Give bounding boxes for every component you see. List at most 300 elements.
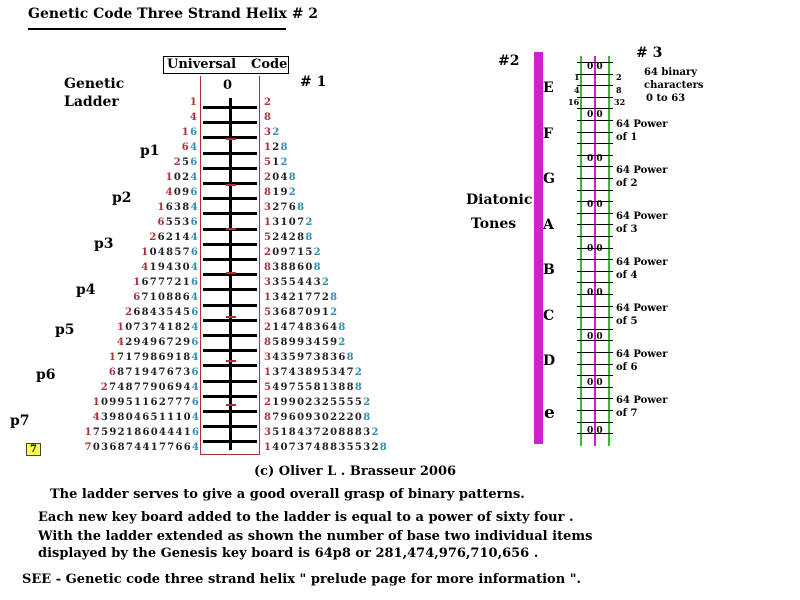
digit: 7	[157, 277, 167, 288]
digit: 3	[272, 262, 281, 273]
digit: 8	[174, 292, 183, 303]
digit: 2	[338, 412, 347, 423]
helix-rung	[577, 190, 613, 191]
left-number-row	[109, 352, 200, 363]
digit: 0	[125, 412, 135, 423]
digit: 3	[313, 397, 322, 408]
digit: 7	[305, 292, 314, 303]
digit: 6	[190, 157, 199, 168]
digit: 1	[264, 142, 273, 153]
digit: 3	[272, 292, 281, 303]
digit: 1	[280, 217, 289, 228]
helix-rung	[577, 306, 613, 307]
digit: 4	[183, 382, 192, 393]
ladder-zero: 0	[223, 78, 233, 93]
digit: 8	[321, 442, 331, 453]
power-label: 64 Power of 6	[616, 349, 668, 373]
digit: 3	[330, 367, 339, 378]
digit: 1	[167, 412, 176, 423]
digit: 4	[175, 427, 184, 438]
left-number-row	[166, 172, 199, 183]
power-label: 64 Power of 3	[616, 211, 668, 235]
digit: 5	[272, 427, 281, 438]
digit: 6	[190, 247, 200, 258]
digit: 5	[125, 397, 135, 408]
digit: 7	[150, 322, 159, 333]
digit: 7	[183, 397, 192, 408]
digit: 4	[280, 232, 289, 243]
digit: 6	[338, 352, 347, 363]
digit: 4	[313, 442, 322, 453]
digit: 1	[264, 217, 273, 228]
magenta-strand	[534, 52, 543, 444]
digit: 0	[125, 322, 134, 333]
binary-chars-label: 64 binary characters 0 to 63	[644, 67, 704, 104]
tone-letter: C	[543, 307, 555, 324]
bit-32: 32	[614, 97, 626, 107]
digit: 4	[191, 322, 200, 333]
marker-3: # 3	[636, 45, 663, 61]
digit: 7	[280, 367, 289, 378]
digit: 2	[174, 277, 183, 288]
digit: 5	[346, 442, 355, 453]
digit: 9	[305, 412, 314, 423]
digit: 1	[92, 397, 101, 408]
ladder-rung	[203, 425, 257, 428]
digit: 9	[297, 352, 306, 363]
digit: 8	[297, 232, 306, 243]
ladder-rung	[203, 380, 257, 383]
left-number-row	[93, 412, 200, 423]
digit: 5	[288, 352, 298, 363]
helix-rung	[577, 375, 613, 376]
right-number-row	[264, 427, 380, 438]
right-number-row	[264, 247, 322, 258]
universal-code-header	[163, 56, 289, 74]
digit: 6	[109, 442, 118, 453]
digit: 4	[158, 322, 167, 333]
digit: 2	[158, 397, 168, 408]
digit: 9	[297, 337, 306, 348]
page-title: Genetic Code Three Strand Helix # 2	[28, 6, 319, 22]
digit: 4	[191, 382, 200, 393]
digit: 7	[167, 442, 176, 453]
helix-rung	[577, 97, 613, 98]
digit: 8	[280, 142, 289, 153]
digit: 0	[173, 172, 183, 183]
double-zero: 0 0	[587, 200, 603, 210]
digit: 4	[158, 427, 168, 438]
genetic-label: Genetic	[64, 76, 125, 92]
digit: 0	[354, 412, 364, 423]
digit: 0	[330, 427, 339, 438]
helix-rung	[577, 74, 613, 75]
digit: 4	[280, 292, 289, 303]
digit: 1	[321, 382, 331, 393]
digit: 3	[272, 367, 281, 378]
digit: 5	[272, 337, 281, 348]
digit: 6	[190, 217, 199, 228]
digit: 5	[264, 232, 273, 243]
digit: 5	[288, 277, 298, 288]
digit: 4	[189, 112, 199, 123]
tone-letter: E	[543, 80, 554, 96]
ladder-rung	[203, 440, 257, 443]
digit: 4	[166, 262, 175, 273]
digit: 2	[305, 217, 314, 228]
digit: 7	[313, 427, 322, 438]
digit: 2	[149, 232, 158, 243]
digit: 0	[321, 412, 331, 423]
digit: 8	[288, 262, 298, 273]
digit: 8	[134, 427, 143, 438]
right-number-row	[264, 112, 272, 123]
digit: 4	[141, 262, 150, 273]
digit: 2	[272, 232, 281, 243]
digit: 4	[192, 442, 201, 453]
digit: 4	[134, 412, 143, 423]
digit: 6	[181, 142, 191, 153]
digit: 9	[288, 397, 298, 408]
digit: 8	[182, 202, 191, 213]
digit: 0	[305, 262, 314, 273]
digit: 4	[338, 367, 347, 378]
digit: 6	[157, 232, 166, 243]
digit: 2	[264, 397, 273, 408]
digit: 7	[133, 382, 143, 393]
marker-1: # 1	[300, 74, 327, 90]
ladder-rung	[203, 197, 257, 200]
helix-rung	[577, 364, 613, 365]
title-underline	[28, 28, 286, 30]
digit: 1	[149, 292, 158, 303]
digit: 2	[321, 427, 331, 438]
digit: 1	[108, 352, 118, 363]
digit: 6	[182, 292, 192, 303]
left-number-row	[190, 97, 198, 108]
digit: 2	[264, 247, 273, 258]
double-zero: 0 0	[587, 110, 603, 120]
digit: 2	[321, 277, 331, 288]
digit: 7	[182, 247, 191, 258]
digit: 9	[109, 412, 118, 423]
digit: 8	[305, 232, 314, 243]
helix-rung	[577, 213, 613, 214]
power-row-label: p4	[76, 282, 96, 298]
digit: 9	[141, 367, 151, 378]
digit: 7	[109, 382, 118, 393]
digit: 4	[190, 262, 200, 273]
digit: 3	[338, 442, 347, 453]
digit: 4	[280, 322, 289, 333]
right-number-row	[264, 412, 371, 423]
digit: 9	[288, 337, 298, 348]
digit: 2	[272, 202, 281, 213]
helix-rung	[577, 132, 613, 133]
digit: 4	[142, 442, 151, 453]
digit: 9	[133, 337, 142, 348]
digit: 4	[190, 202, 199, 213]
double-zero: 0 0	[587, 288, 603, 298]
digit: 2	[280, 157, 289, 168]
digit: 8	[330, 442, 339, 453]
right-number-row	[264, 142, 289, 153]
digit: 1	[272, 322, 281, 333]
digit: 8	[354, 427, 364, 438]
digit: 9	[109, 427, 118, 438]
double-zero: 0 0	[587, 426, 603, 436]
ladder-rung	[203, 212, 257, 215]
left-number-row	[174, 157, 199, 168]
digit: 4	[165, 187, 174, 198]
digit: 7	[288, 442, 298, 453]
digit: 9	[150, 337, 159, 348]
digit: 8	[183, 352, 192, 363]
digit: 8	[305, 367, 314, 378]
ladder-rung	[203, 334, 257, 337]
power-label: 64 Power of 7	[616, 395, 668, 419]
helix-rung	[577, 282, 613, 283]
digit: 5	[150, 412, 159, 423]
digit: 3	[141, 322, 151, 333]
digit: 0	[100, 397, 110, 408]
double-zero: 0 0	[587, 378, 603, 388]
left-number-row	[117, 337, 200, 348]
tones-label: Tones	[471, 216, 517, 232]
digit: 5	[264, 382, 273, 393]
digit: 2	[125, 337, 134, 348]
footer-line: displayed by the Genesis key board is 64p8 or 281,474,976,710,656 .	[38, 546, 539, 561]
digit: 7	[92, 427, 102, 438]
digit: 9	[117, 397, 126, 408]
left-number-row	[133, 292, 199, 303]
ladder-rung	[203, 167, 257, 170]
left-number-row	[125, 307, 199, 318]
digit: 3	[264, 277, 273, 288]
right-number-row	[264, 352, 355, 363]
digit: 7	[272, 412, 281, 423]
digit: 6	[133, 292, 142, 303]
ladder-rung	[203, 410, 257, 413]
left-number-row	[85, 427, 201, 438]
digit: 3	[100, 412, 110, 423]
digit: 8	[166, 292, 175, 303]
double-zero: 0 0	[587, 154, 603, 164]
digit: 2	[363, 397, 372, 408]
digit: 2	[264, 172, 273, 183]
digit: 2	[264, 322, 273, 333]
diatonic-label: Diatonic	[466, 192, 533, 208]
digit: 5	[166, 307, 175, 318]
right-number-row	[264, 97, 272, 108]
footer-line: Each new key board added to the ladder is equal to a power of sixty four .	[38, 510, 574, 525]
digit: 3	[280, 352, 289, 363]
left-number-row	[141, 247, 199, 258]
digit: 3	[264, 427, 273, 438]
digit: 0	[150, 427, 159, 438]
digit: 6	[150, 397, 159, 408]
digit: 1	[264, 442, 273, 453]
digit: 4	[150, 367, 159, 378]
left-number-row	[158, 217, 199, 228]
ladder-cross-mark	[226, 272, 236, 274]
copyright: (c) Oliver L . Brasseur 2006	[254, 464, 457, 479]
double-zero: 0 0	[587, 332, 603, 342]
digit: 1	[321, 307, 331, 318]
digit: 4	[167, 427, 176, 438]
power-label: 64 Power of 4	[616, 257, 668, 281]
left-number-row	[101, 382, 200, 393]
helix-rung	[577, 178, 613, 179]
digit: 5	[264, 157, 273, 168]
digit: 8	[346, 352, 355, 363]
digit: 5	[264, 307, 273, 318]
digit: 7	[346, 367, 355, 378]
digit: 2	[100, 382, 110, 393]
digit: 6	[297, 262, 306, 273]
digit: 7	[297, 307, 306, 318]
digit: 8	[264, 337, 273, 348]
digit: 7	[166, 337, 175, 348]
digit: 7	[313, 292, 322, 303]
digit: 9	[175, 382, 184, 393]
digit: 2	[338, 337, 347, 348]
digit: 1	[272, 397, 281, 408]
digit: 1	[297, 247, 306, 258]
power-row-label: p1	[140, 143, 160, 159]
digit: 4	[92, 412, 101, 423]
digit: 7	[133, 322, 142, 333]
digit: 4	[272, 352, 281, 363]
digit: 8	[150, 352, 159, 363]
digit: 0	[272, 247, 281, 258]
ladder-rung	[203, 106, 257, 109]
digit: 5	[280, 277, 289, 288]
digit: 8	[338, 382, 347, 393]
ladder-cross-mark	[226, 316, 236, 318]
digit: 6	[280, 307, 289, 318]
digit: 7	[288, 247, 298, 258]
digit: 8	[338, 427, 347, 438]
digit: 9	[313, 307, 322, 318]
left-number-row	[133, 277, 199, 288]
right-number-row	[264, 172, 297, 183]
helix-rung	[577, 85, 613, 86]
digit: 3	[330, 352, 339, 363]
right-number-row	[264, 442, 388, 453]
digit: 0	[288, 217, 298, 228]
digit: 9	[280, 412, 289, 423]
digit: 8	[117, 442, 126, 453]
digit: 5	[321, 337, 331, 348]
ladder-cross-mark	[226, 138, 236, 140]
digit: 3	[183, 367, 192, 378]
footer-line: With the ladder extended as shown the number of base two individual items	[38, 529, 593, 544]
digit: 7	[280, 202, 289, 213]
digit: 4	[313, 337, 322, 348]
digit: 9	[150, 382, 159, 393]
digit: 2	[371, 442, 380, 453]
digit: 0	[149, 247, 158, 258]
digit: 1	[133, 367, 142, 378]
digit: 9	[280, 382, 289, 393]
digit: 8	[330, 292, 339, 303]
footer-line: The ladder serves to give a good overall grasp of binary patterns.	[50, 487, 525, 502]
left-number-row	[166, 187, 199, 198]
digit: 6	[191, 307, 200, 318]
digit: 8	[264, 187, 273, 198]
digit: 3	[313, 412, 322, 423]
digit: 8	[280, 337, 289, 348]
bit-2: 2	[616, 72, 622, 82]
digit: 6	[192, 427, 201, 438]
helix-rung	[577, 398, 613, 399]
ladder-rung	[203, 319, 257, 322]
digit: 3	[264, 127, 273, 138]
helix-rung	[577, 422, 613, 423]
digit: 1	[297, 292, 306, 303]
digit: 8	[166, 247, 175, 258]
double-zero: 0 0	[587, 62, 603, 72]
digit: 3	[330, 382, 339, 393]
digit: 6	[175, 442, 184, 453]
digit: 2	[371, 427, 380, 438]
right-number-row	[264, 232, 314, 243]
digit: 1	[182, 277, 192, 288]
left-number-row	[182, 142, 199, 153]
digit: 9	[330, 337, 339, 348]
digit: 3	[158, 307, 167, 318]
digit: 8	[288, 307, 298, 318]
digit: 4	[288, 367, 298, 378]
digit: 6	[321, 322, 331, 333]
right-number-row	[264, 217, 314, 228]
digit: 4	[272, 442, 281, 453]
digit: 0	[158, 382, 167, 393]
right-number-row	[264, 262, 322, 273]
digit: 4	[134, 442, 143, 453]
digit: 9	[280, 187, 289, 198]
digit: 4	[117, 337, 126, 348]
digit: 8	[174, 322, 184, 333]
digit: 9	[141, 352, 151, 363]
digit: 4	[182, 232, 191, 243]
digit: 6	[158, 352, 167, 363]
power-row-label: p6	[36, 367, 56, 383]
digit: 2	[183, 322, 192, 333]
digit: 8	[338, 322, 347, 333]
right-number-row	[264, 187, 297, 198]
digit: 3	[272, 307, 281, 318]
digit: 6	[165, 202, 175, 213]
tone-letter: e	[544, 402, 555, 423]
digit: 4	[330, 322, 339, 333]
digit: 4	[297, 322, 306, 333]
digit: 4	[191, 412, 201, 423]
digit: 3	[182, 217, 191, 228]
digit: 3	[313, 277, 322, 288]
digit: 7	[149, 277, 158, 288]
digit: 1	[174, 232, 183, 243]
left-number-row	[85, 442, 201, 453]
digit: 3	[101, 442, 110, 453]
right-number-row	[264, 202, 305, 213]
digit: 5	[321, 367, 331, 378]
digit: 8	[354, 382, 364, 393]
digit: 7	[133, 352, 142, 363]
digit: 7	[175, 397, 184, 408]
digit: 4	[141, 337, 151, 348]
